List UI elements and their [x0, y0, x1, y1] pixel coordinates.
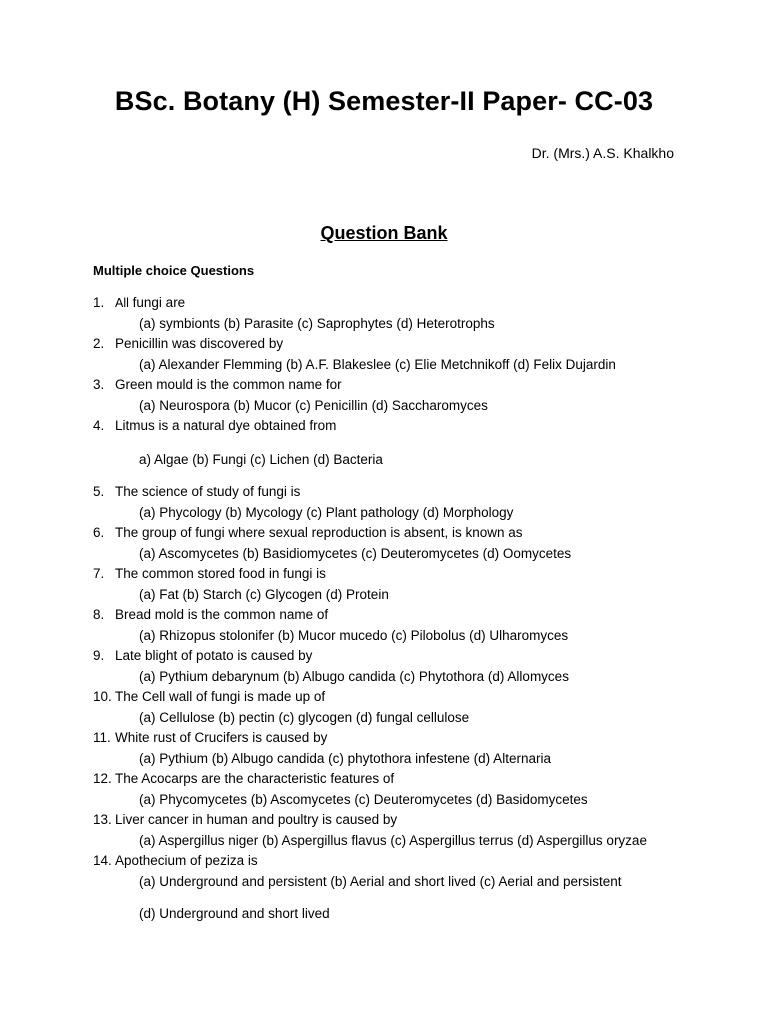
question-1: [93, 295, 185, 310]
question-1-options: (a) symbionts (b) Parasite (c) Saprophytes (d) Heterotrophs: [139, 316, 495, 331]
question-text: White rust of Crucifers is caused by: [115, 730, 328, 745]
question-number: 12.: [93, 771, 112, 786]
question-text: Penicillin was discovered by: [115, 336, 284, 351]
question-12-options: (a) Phycomycetes (b) Ascomycetes (c) Deuteromycetes (d) Basidomycetes: [139, 792, 588, 807]
question-9: [93, 648, 312, 663]
question-text: Bread mold is the common name of: [115, 607, 329, 622]
question-14-options-continued: (d) Underground and short lived: [139, 906, 330, 921]
section-heading: Multiple choice Questions: [93, 263, 255, 278]
question-3-options: (a) Neurospora (b) Mucor (c) Penicillin (d) Saccharomyces: [139, 398, 488, 413]
question-number: 5.: [93, 484, 105, 499]
question-8-options: (a) Rhizopus stolonifer (b) Mucor mucedo (c) Pilobolus (d) Ulharomyces: [139, 628, 569, 643]
question-text-prefix: All: [115, 296, 129, 310]
question-number: 13.: [93, 812, 112, 827]
question-7-options: (a) Fat (b) Starch (c) Glycogen (d) Protein: [139, 587, 389, 602]
question-11: [93, 730, 327, 745]
question-number: 3.: [93, 377, 105, 392]
question-5: [93, 484, 300, 499]
question-3: [93, 377, 342, 392]
question-text: The Acocarps are the characteristic features of: [115, 771, 395, 786]
question-4-options: a) Algae (b) Fungi (c) Lichen (d) Bacteria: [139, 452, 383, 467]
question-text: The group of fungi where sexual reproduction is absent, is known as: [115, 525, 523, 540]
question-10-options: (a) Cellulose (b) pectin (c) glycogen (d) fungal cellulose: [139, 710, 470, 725]
question-5-options: (a) Phycology (b) Mycology (c) Plant pathology (d) Morphology: [139, 505, 514, 520]
question-number: 1.: [93, 295, 105, 310]
question-text: The science of study of fungi is: [115, 484, 301, 499]
question-2-options: (a) Alexander Flemming (b) A.F. Blakeslee (c) Elie Metchnikoff (d) Felix Dujardin: [139, 357, 616, 372]
question-text: fungi are: [128, 295, 186, 310]
question-14: [93, 853, 258, 868]
question-6-options: (a) Ascomycetes (b) Basidiomycetes (c) Deuteromycetes (d) Oomycetes: [139, 546, 572, 561]
question-2: [93, 336, 283, 351]
question-number: 6.: [93, 525, 105, 540]
question-13: [93, 812, 397, 827]
question-bank-heading: Question Bank: [320, 223, 448, 243]
question-text: The Cell wall of fungi is made up of: [115, 689, 326, 704]
question-number: 7.: [93, 566, 105, 581]
question-number: 4.: [93, 418, 105, 433]
question-13-options: (a) Aspergillus niger (b) Aspergillus flavus (c) Aspergillus terrus (d) Aspergillus oryzae: [139, 833, 647, 848]
question-number: 10.: [93, 689, 112, 704]
question-number: 2.: [93, 336, 105, 351]
question-text: The common stored food in fungi is: [115, 566, 326, 581]
question-14-options: (a) Underground and persistent (b) Aerial and short lived (c) Aerial and persistent: [139, 874, 622, 889]
question-number: 9.: [93, 648, 105, 663]
question-text: Liver cancer in human and poultry is caused by: [115, 812, 398, 827]
question-number: 14.: [93, 853, 112, 868]
question-number: 8.: [93, 607, 105, 622]
question-4: [93, 418, 336, 433]
author-name: Dr. (Mrs.) A.S. Khalkho: [531, 145, 674, 161]
question-7: [93, 566, 326, 581]
question-text: Apothecium of peziza is: [115, 853, 258, 868]
document-title: BSc. Botany (H) Semester-II Paper- CC-03: [114, 86, 654, 116]
question-number: 11.: [93, 730, 111, 745]
question-12: [93, 771, 394, 786]
question-text: Green mould is the common name for: [115, 377, 342, 392]
question-9-options: (a) Pythium debarynum (b) Albugo candida (c) Phytothora (d) Allomyces: [139, 669, 569, 684]
question-10: [93, 689, 325, 704]
question-8: [93, 607, 328, 622]
question-11-options: (a) Pythium (b) Albugo candida (c) phytothora infestene (d) Alternaria: [139, 751, 551, 766]
question-6: [93, 525, 523, 540]
question-text: Late blight of potato is caused by: [115, 648, 313, 663]
question-text: Litmus is a natural dye obtained from: [115, 418, 337, 433]
